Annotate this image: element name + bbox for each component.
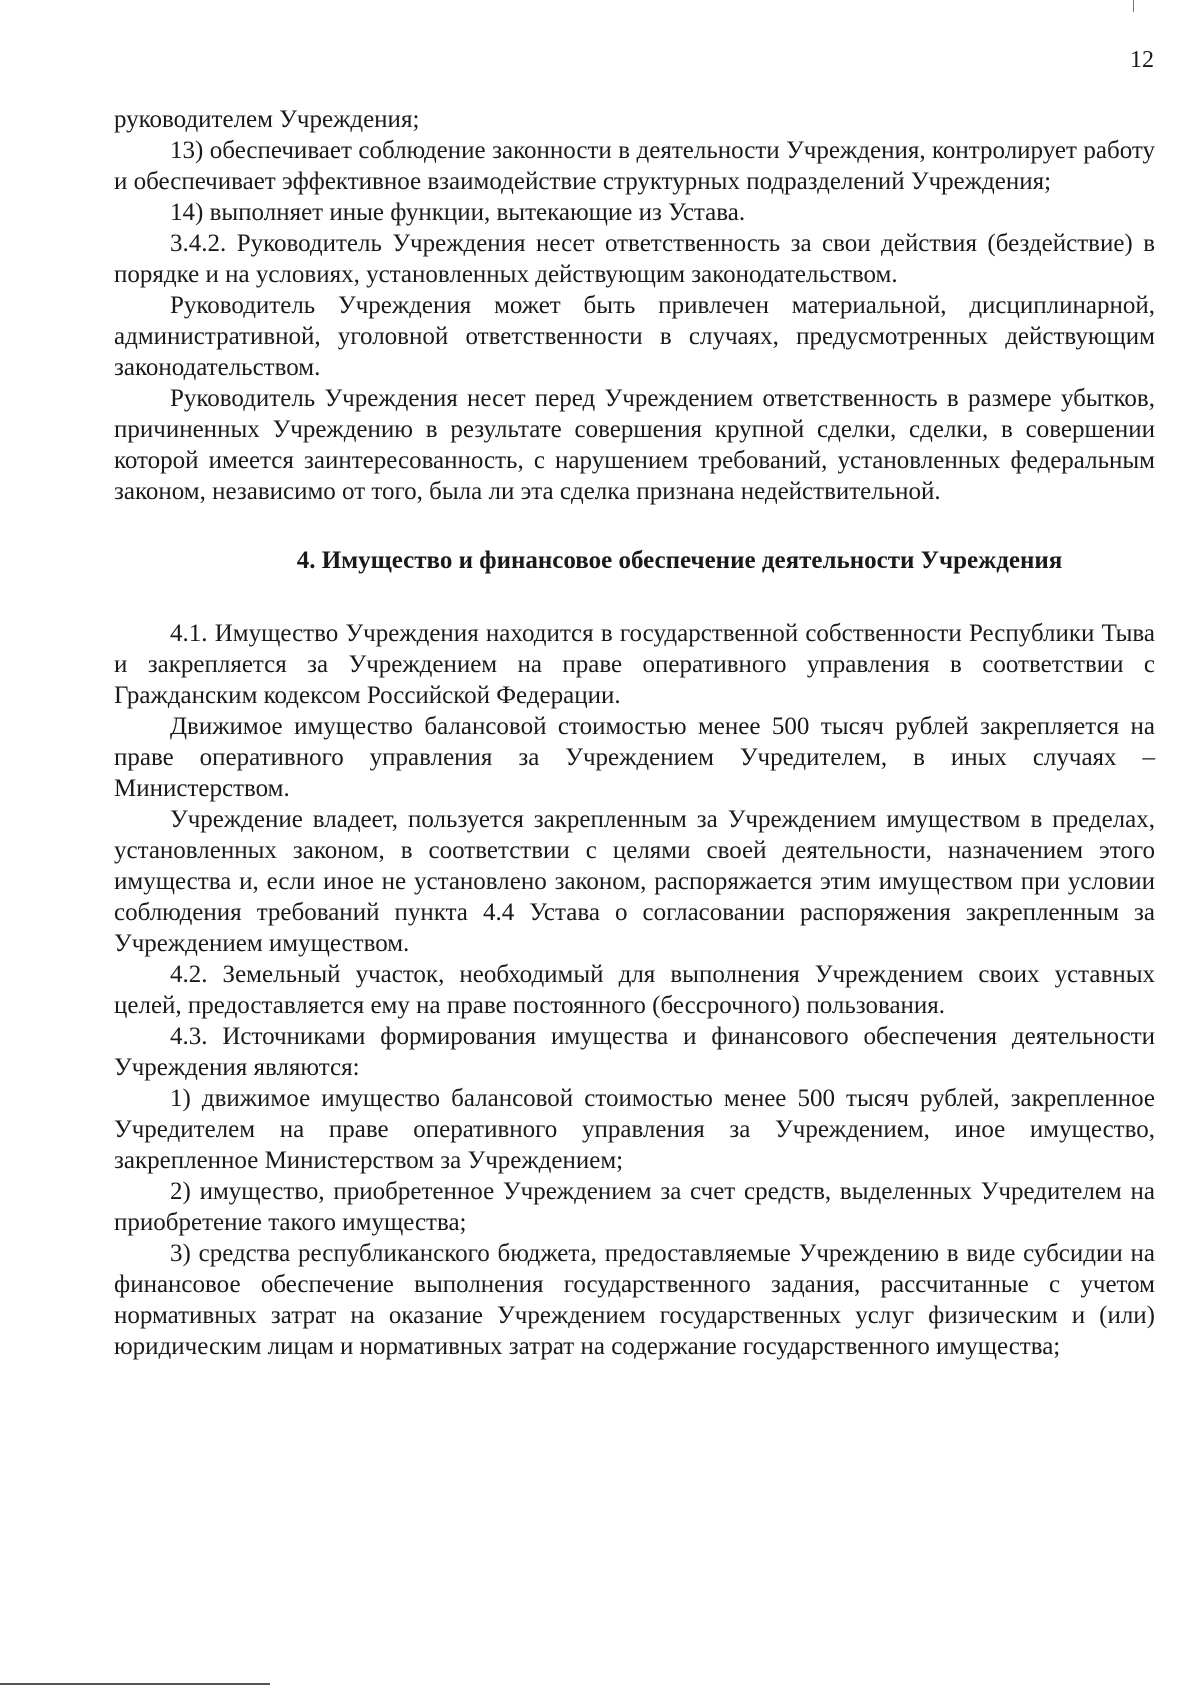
- page-number: 12: [1130, 47, 1154, 73]
- paragraph: 4.2. Земельный участок, необходимый для выполнения Учреждением своих уставных целей, предоставляется ему на праве постоянного (бессрочного) пользования.: [114, 961, 1155, 1019]
- paragraph: Руководитель Учреждения несет перед Учреждением ответственность в размере убытков, причиненных Учреждению в результате совершения крупной сделки, сделки, в совершении которой имеется заинтересованность, с нарушением требований, установленных федеральным законом, независимо от того, была ли эта сделка признана недействительной.: [114, 385, 1155, 505]
- paragraph: 13) обеспечивает соблюдение законности в деятельности Учреждения, контролирует работу и обеспечивает эффективное взаимодействие структурных подразделений Учреждения;: [114, 137, 1155, 195]
- paragraph: 3.4.2. Руководитель Учреждения несет ответственность за свои действия (бездействие) в порядке и на условиях, установленных действующим законодательством.: [114, 230, 1155, 288]
- paragraph: Руководитель Учреждения может быть привлечен материальной, дисциплинарной, административной, уголовной ответственности в случаях, предусмотренных действующим законодательством.: [114, 292, 1155, 381]
- section-title: 4. Имущество и финансовое обеспечение деятельности Учреждения: [296, 547, 1063, 574]
- paragraph: 1) движимое имущество балансовой стоимостью менее 500 тысяч рублей, закрепленное Учредителем на праве оперативного управления за Учреждением, иное имущество, закрепленное Министерством за Учреждением;: [114, 1085, 1155, 1174]
- paragraph: 3) средства республиканского бюджета, предоставляемые Учреждению в виде субсидии на финансовое обеспечение выполнения государственного задания, рассчитанные с учетом нормативных затрат на оказание Учреждением государственных услуг физическим и (или) юридическим лицам и нормативных затрат на содержание государственного имущества;: [114, 1240, 1155, 1360]
- paragraph: 14) выполняет иные функции, вытекающие из Устава.: [170, 199, 746, 226]
- paragraphs-after-section: [114, 618, 1155, 1362]
- paragraph: 4.3. Источниками формирования имущества и финансового обеспечения деятельности Учреждения являются:: [114, 1023, 1155, 1081]
- paragraph: Учреждение владеет, пользуется закрепленным за Учреждением имуществом в пределах, установленных законом, в соответствии с целями своей деятельности, назначением этого имущества и, если иное не установлено законом, распоряжается этим имуществом при условии соблюдения требований пункта 4.4 Устава о согласовании распоряжения закрепленным за Учреждением имуществом.: [114, 806, 1155, 957]
- document-body: [114, 104, 1155, 1362]
- footer-rule: [0, 1683, 270, 1685]
- paragraph: Движимое имущество балансовой стоимостью менее 500 тысяч рублей закрепляется на праве оперативного управления за Учреждением Учредителем, в иных случаях – Министерством.: [114, 713, 1155, 802]
- scan-mark: [1133, 0, 1134, 12]
- paragraph: 2) имущество, приобретенное Учреждением за счет средств, выделенных Учредителем на приобретение такого имущества;: [114, 1178, 1155, 1236]
- paragraphs-before-section: [114, 104, 1155, 507]
- paragraph: 4.1. Имущество Учреждения находится в государственной собственности Республики Тыва и закрепляется за Учреждением на праве оперативного управления в соответствии с Гражданским кодексом Российской Федерации.: [114, 620, 1155, 709]
- paragraph: руководителем Учреждения;: [114, 106, 420, 133]
